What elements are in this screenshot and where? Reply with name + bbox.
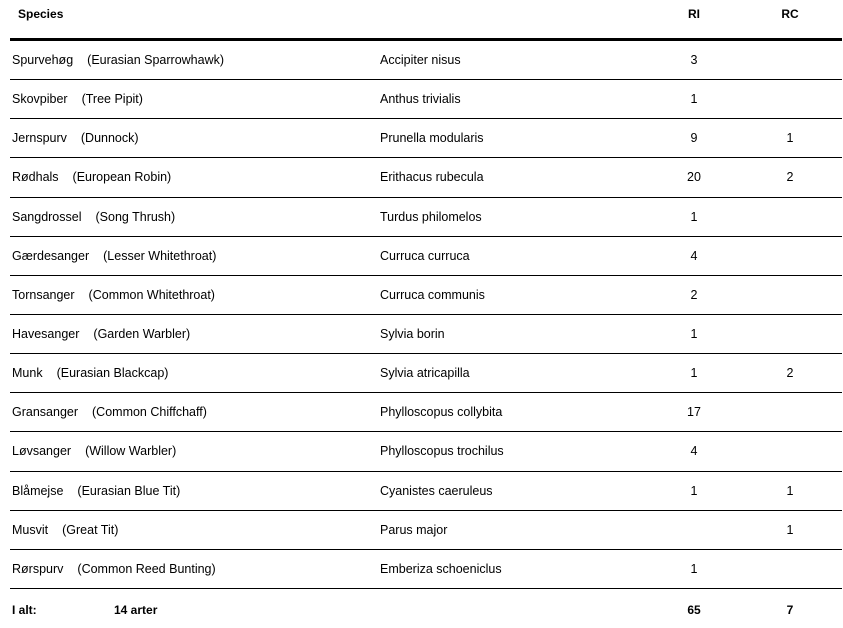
table-body (10, 41, 842, 589)
ri-value: 1 (690, 92, 698, 107)
table-row (10, 80, 842, 119)
danish-name: Blåmejse (12, 483, 64, 498)
english-name: (Eurasian Blackcap) (56, 366, 169, 381)
danish-name: Rørspurv (12, 561, 64, 576)
ri-value: 9 (690, 131, 698, 146)
english-name: (Eurasian Blue Tit) (77, 483, 181, 498)
latin-name: Parus major (380, 522, 448, 537)
rc-value: 2 (786, 366, 794, 381)
table-row (10, 41, 842, 80)
common-name (12, 119, 139, 158)
latin-name: Turdus philomelos (380, 209, 482, 224)
danish-name: Musvit (12, 522, 49, 537)
english-name: (Great Tit) (62, 522, 119, 537)
english-name: (Dunnock) (80, 131, 139, 146)
danish-name: Spurvehøg (12, 53, 74, 67)
danish-name: Gransanger (12, 405, 79, 420)
common-name (12, 158, 171, 197)
latin-name: Sylvia atricapilla (380, 366, 470, 381)
latin-name: Phylloscopus collybita (380, 405, 503, 420)
latin-name: Prunella modularis (380, 131, 484, 146)
danish-name: Tornsanger (12, 287, 75, 302)
table-row (10, 354, 842, 393)
ri-value: 17 (687, 405, 701, 420)
header-species: Species (18, 7, 64, 21)
ri-value: 1 (690, 209, 698, 224)
latin-name: Cyanistes caeruleus (380, 483, 493, 498)
common-name (12, 472, 180, 511)
latin-name: Curruca communis (380, 287, 485, 302)
total-row (10, 597, 842, 623)
ri-value: 4 (690, 248, 698, 263)
common-name (12, 41, 224, 80)
header-rc: RC (781, 7, 799, 21)
latin-name: Accipiter nisus (380, 53, 461, 67)
table-row (10, 198, 842, 237)
danish-name: Løvsanger (12, 444, 72, 459)
ri-value: 20 (687, 170, 701, 185)
common-name (12, 237, 216, 276)
table-row (10, 472, 842, 511)
danish-name: Gærdesanger (12, 248, 90, 263)
rc-value: 1 (786, 522, 794, 537)
common-name (12, 276, 215, 315)
ri-value: 1 (690, 366, 698, 381)
common-name (12, 511, 118, 550)
latin-name: Erithacus rubecula (380, 170, 484, 185)
ri-value: 1 (690, 326, 698, 341)
english-name: (Willow Warbler) (85, 444, 177, 459)
danish-name: Munk (12, 366, 43, 381)
table-row (10, 237, 842, 276)
common-name (12, 354, 168, 393)
latin-name: Curruca curruca (380, 248, 470, 263)
table-row (10, 511, 842, 550)
english-name: (Common Whitethroat) (88, 287, 215, 302)
total-label: I alt: (12, 603, 37, 617)
header-ri: RI (688, 7, 700, 21)
danish-name: Sangdrossel (12, 209, 82, 224)
total-rc: 7 (786, 603, 794, 617)
english-name: (Common Reed Bunting) (77, 561, 216, 576)
english-name: (Lesser Whitethroat) (103, 248, 217, 263)
latin-name: Emberiza schoeniclus (380, 561, 502, 576)
ri-value: 2 (690, 287, 698, 302)
table-row (10, 393, 842, 432)
english-name: (Tree Pipit) (81, 92, 143, 107)
ri-value: 1 (690, 483, 698, 498)
english-name: (Eurasian Sparrowhawk) (87, 53, 225, 67)
danish-name: Havesanger (12, 326, 80, 341)
common-name (12, 393, 207, 432)
ri-value: 3 (690, 53, 698, 67)
ri-value: 4 (690, 444, 698, 459)
total-species-count: 14 arter (114, 603, 158, 617)
ri-value: 1 (690, 561, 698, 576)
table-row (10, 315, 842, 354)
rc-value: 1 (786, 131, 794, 146)
danish-name: Skovpiber (12, 92, 68, 107)
danish-name: Rødhals (12, 170, 59, 185)
english-name: (Song Thrush) (95, 209, 176, 224)
common-name (12, 550, 216, 589)
table-row (10, 276, 842, 315)
latin-name: Phylloscopus trochilus (380, 444, 504, 459)
table-row (10, 432, 842, 471)
common-name (12, 315, 190, 354)
total-ri: 65 (687, 603, 701, 617)
latin-name: Anthus trivialis (380, 92, 461, 107)
table-row (10, 550, 842, 589)
common-name (12, 198, 175, 237)
latin-name: Sylvia borin (380, 326, 445, 341)
common-name (12, 80, 143, 119)
english-name: (Garden Warbler) (93, 326, 191, 341)
table-row (10, 158, 842, 197)
rc-value: 2 (786, 170, 794, 185)
danish-name: Jernspurv (12, 131, 67, 146)
rc-value: 1 (786, 483, 794, 498)
english-name: (European Robin) (72, 170, 172, 185)
table-row (10, 119, 842, 158)
common-name (12, 432, 176, 471)
english-name: (Common Chiffchaff) (92, 405, 207, 420)
